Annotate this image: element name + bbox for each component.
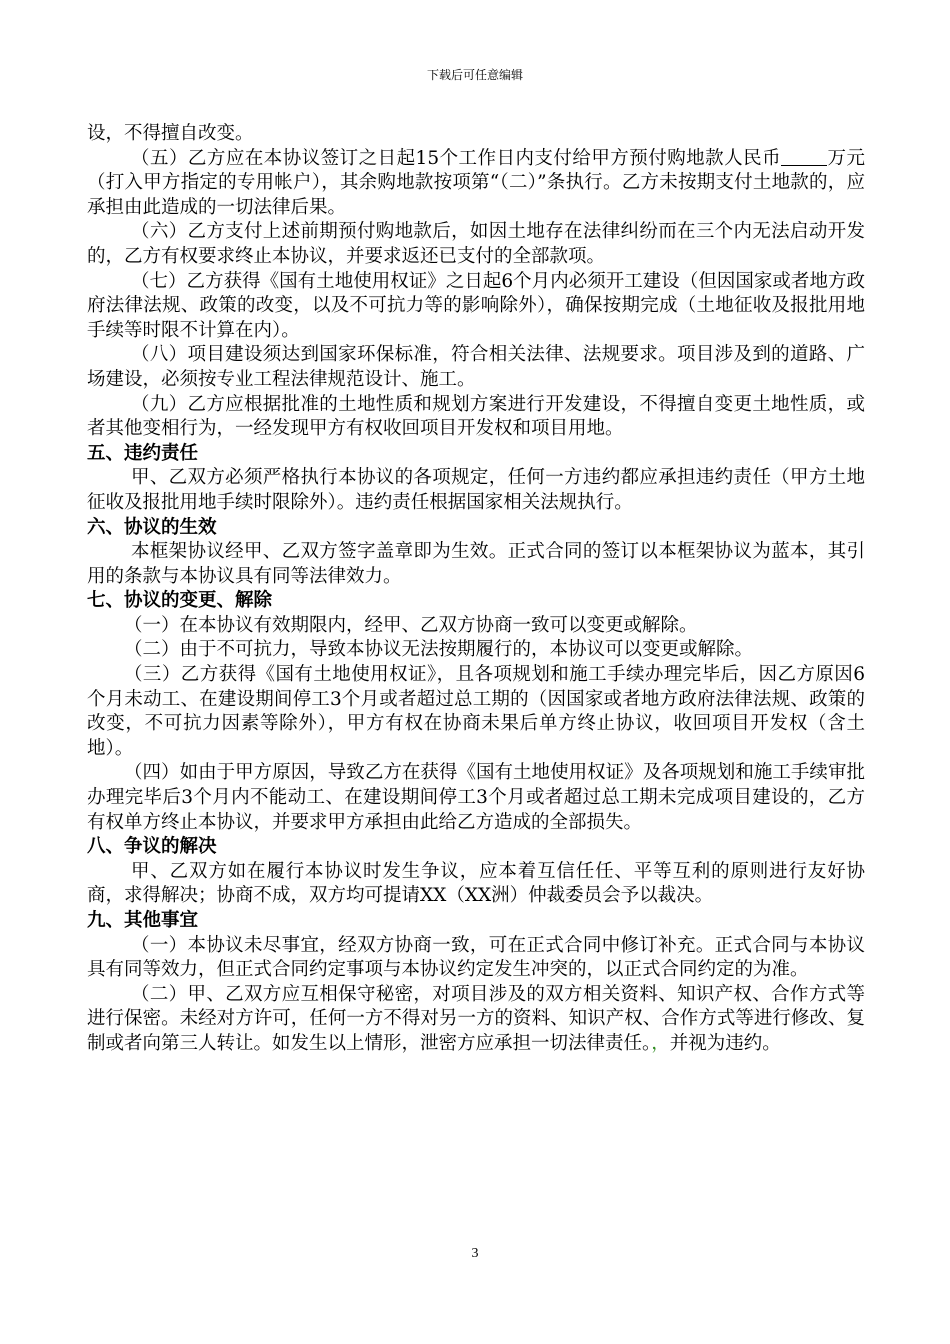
- clause-6: （六）乙方支付上述前期预付购地款后，如因土地存在法律纠纷而在三个内无法启动开发的，乙方有权要求终止本协议，并要求返还已支付的全部款项。: [87, 221, 865, 267]
- dispute-paragraph: 甲、乙双方如在履行本协议时发生争议，应本着互信任任、平等互利的原则进行友好协商，求得解决；协商不成，双方均可提请XX（XX洲）仲裁委员会予以裁决。: [87, 860, 865, 907]
- section-heading-dispute: 八、争议的解决: [87, 836, 217, 858]
- document-body: [87, 122, 865, 1057]
- section-heading-effect: 六、协议的生效: [87, 516, 217, 538]
- breach-paragraph: 甲、乙双方必须严格执行本协议的各项规定，任何一方违约都应承担违约责任（甲方土地征收及报批用地手续时限除外）。违约责任根据国家相关法规执行。: [87, 467, 865, 513]
- edit-mark: ，: [651, 1032, 670, 1054]
- clause-7: （七）乙方获得《国有土地使用权证》之日起6个月内必须开工建设（但因国家或者地方政府法律法规、政策的改变，以及不可抗力等的影响除外），确保按期完成（土地征收及报批用地手续等时限不计算在内）。: [87, 270, 865, 341]
- clause-5-text-a: （五）乙方应在本协议签订之日起15个工作日内支付给甲方预付购地款人民币: [131, 147, 782, 169]
- section-heading-change: 七、协议的变更、解除: [87, 590, 273, 612]
- clause-5-text-b: 万元（打入甲方指定的专用帐户），其余购地款按项第“（二）”条执行。乙方未按期支付土地款的，应承担由此造成的一切法律后果。: [87, 147, 865, 218]
- amount-blank: [781, 147, 827, 166]
- other-clause-2-tail: 并视为违约。: [669, 1032, 781, 1054]
- other-clause-1: （一）本协议未尽事宜，经双方协商一致，可在正式合同中修订补充。正式合同与本协议具有同等效力，但正式合同约定事项与本协议约定发生冲突的，以正式合同约定的为准。: [87, 934, 865, 981]
- other-clause-2: [87, 983, 865, 1057]
- clause-9: （九）乙方应根据批准的土地性质和规划方案进行开发建设，不得擅自变更土地性质，或者其他变相行为，一经发现甲方有权收回项目开发权和项目用地。: [87, 393, 865, 440]
- change-clause-1: （一）在本协议有效期限内，经甲、乙双方协商一致可以变更或解除。: [124, 614, 698, 636]
- other-clause-2-text: （二）甲、乙双方应互相保守秘密，对项目涉及的双方相关资料、知识产权、合作方式等进行保密。未经对方许可，任何一方不得对另一方的资料、知识产权、合作方式等进行修改、复制或者向第三人转让。如发生以上情形，泄密方应承担一切法律责任。: [87, 983, 865, 1054]
- change-clause-4: （四）如由于甲方原因，导致乙方在获得《国有土地使用权证》及各项规划和施工手续审批办理完毕后3个月内不能动工、在建设期间停工3个月或者超过总工期未完成项目建设的，乙方有权单方终止本协议，并要求甲方承担由此给乙方造成的全部损失。: [87, 762, 865, 833]
- paragraph-continuation: 设，不得擅自改变。: [87, 123, 254, 144]
- section-heading-breach: 五、违约责任: [87, 442, 199, 464]
- page-header: 下载后可任意编辑: [426, 68, 523, 82]
- change-clause-2: （二）由于不可抗力，导致本协议无法按期履行的，本协议可以变更或解除。: [124, 639, 754, 661]
- change-clause-3: （三）乙方获得《国有土地使用权证》，且各项规划和施工手续办理完毕后，因乙方原因6个月未动工、在建设期间停工3个月或者超过总工期的（因国家或者地方政府法律法规、政策的改变，不可抗力因素等除外），甲方有权在协商未果后单方终止协议，收回项目开发权（含土地）。: [87, 664, 865, 759]
- page-number: 3: [471, 1246, 479, 1261]
- clause-8: （八）项目建设须达到国家环保标准，符合相关法律、法规要求。项目涉及到的道路、广场建设，必须按专业工程法律规范设计、施工。: [87, 344, 865, 390]
- section-heading-other: 九、其他事宜: [87, 910, 199, 931]
- clause-5: [87, 147, 865, 221]
- effect-paragraph: 本框架协议经甲、乙双方签字盖章即为生效。正式合同的签订以本框架协议为蓝本，其引用的条款与本协议具有同等法律效力。: [87, 541, 865, 587]
